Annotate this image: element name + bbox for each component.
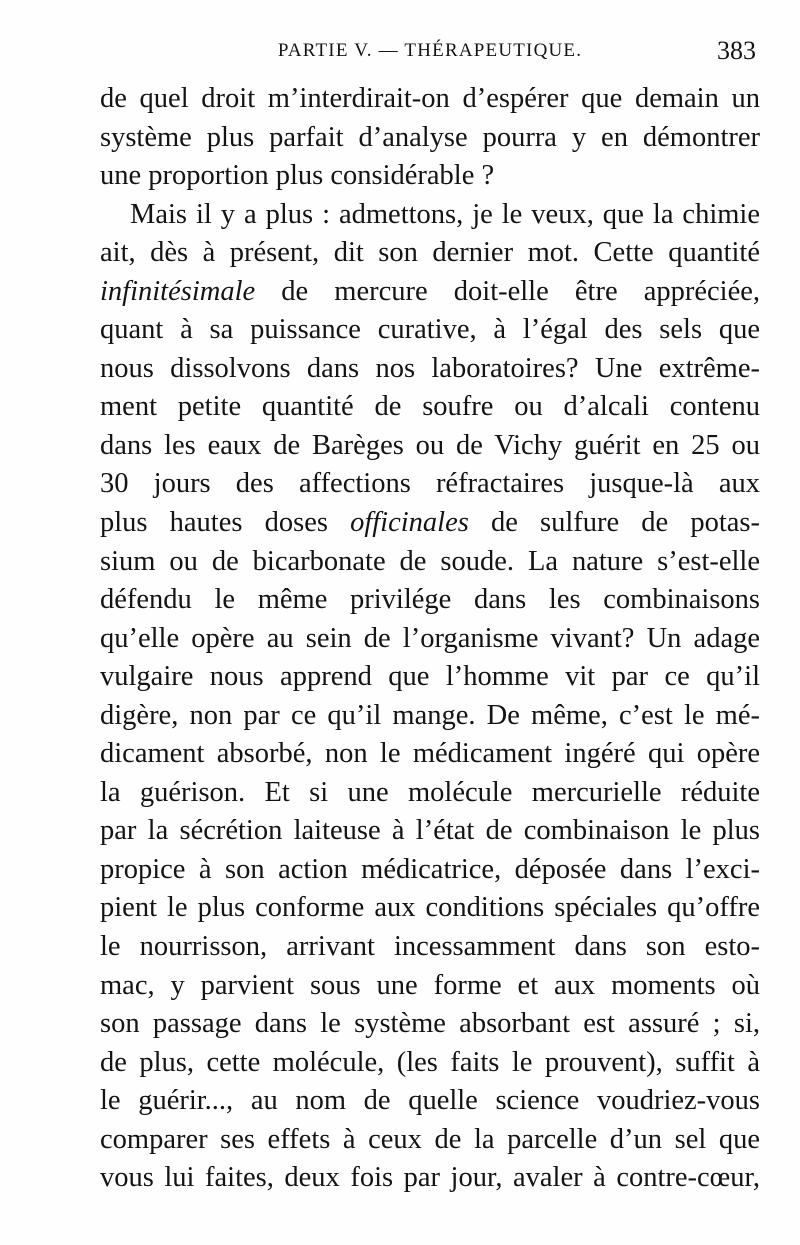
text-line: propice à son action médicatrice, déposée dans l’exci- <box>100 853 760 885</box>
text-line: de plus, cette molécule, (les faits le prouvent), suffit à <box>100 1046 760 1078</box>
text-line: mac, y parvient sous une forme et aux moments où <box>100 969 760 1001</box>
text-line: digère, non par ce qu’il mange. De même, c’est le mé- <box>100 699 760 731</box>
text-line: quant à sa puissance curative, à l’égal des sels que <box>100 314 760 346</box>
text-line: dans les eaux de Barèges ou de Vichy guérit en 25 ou <box>100 429 760 461</box>
body-text <box>100 80 760 1198</box>
text-line: 30 jours des affections réfractaires jusque-là aux <box>100 468 760 500</box>
text-line: de quel droit m’interdirait-on d’espérer que demain un <box>100 83 760 114</box>
text-line: dicament absorbé, non le médicament ingéré qui opère <box>100 738 760 770</box>
text-line <box>100 504 760 543</box>
text-line: le nourrisson, arrivant incessamment dans son esto- <box>100 931 760 963</box>
running-head <box>100 36 760 66</box>
text-line: vulgaire nous apprend que l’homme vit par ce qu’il <box>100 661 760 693</box>
page-number: 383 <box>717 36 756 65</box>
text-line: sium ou de bicarbonate de soude. La nature s’est-elle <box>100 545 760 577</box>
text-line: vous lui faites, deux fois par jour, avaler à contre-cœur, <box>100 1162 760 1194</box>
text-line: pient le plus conforme aux conditions spéciales qu’offre <box>100 892 760 924</box>
italic-term: officinales <box>350 507 469 539</box>
text-line: ment petite quantité de soufre ou d’alcali contenu <box>100 391 760 423</box>
text-line: la guérison. Et si une molécule mercurielle réduite <box>100 776 760 808</box>
text-line: une proportion plus considérable ? <box>100 160 495 192</box>
text-line: son passage dans le système absorbant est assuré ; si, <box>100 1008 760 1040</box>
text-fragment: plus hautes doses <box>100 507 351 539</box>
text-line: nous dissolvons dans nos laboratoires? Une extrême- <box>100 352 760 384</box>
text-line: le guérir..., au nom de quelle science voudriez-vous <box>100 1085 760 1117</box>
text-fragment: de sulfure de potas- <box>468 507 760 539</box>
text-line <box>100 273 760 312</box>
text-line: qu’elle opère au sein de l’organisme vivant? Un adage <box>100 622 760 654</box>
text-line: comparer ses effets à ceux de la parcelle d’un sel que <box>100 1123 760 1155</box>
italic-term: infinitésimale <box>100 275 256 307</box>
running-title: PARTIE V. — THÉRAPEUTIQUE. <box>277 40 583 61</box>
text-line: par la sécrétion laiteuse à l’état de combinaison le plus <box>100 815 760 847</box>
text-line: Mais il y a plus : admettons, je le veux, que la chimie <box>130 198 760 230</box>
text-fragment: de mercure doit-elle être appréciée, <box>255 275 760 307</box>
text-line: ait, dès à présent, dit son dernier mot. Cette quantité <box>100 237 760 269</box>
text-line: défendu le même privilége dans les combinaisons <box>100 584 760 616</box>
text-line: système plus parfait d’analyse pourra y en démontrer <box>100 121 760 153</box>
